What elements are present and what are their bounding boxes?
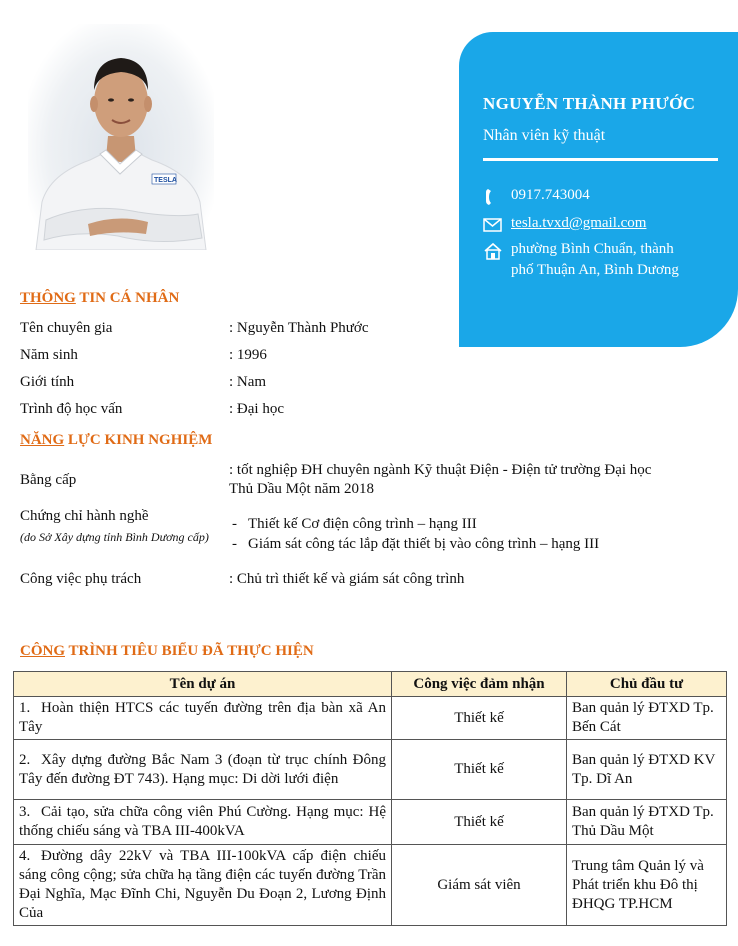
label-expert-name: Tên chuyên gia — [20, 320, 113, 336]
value-degree-line-1: : tốt nghiệp ĐH chuyên ngành Kỹ thuật Điện - Điện tử trường Đại học — [229, 462, 652, 478]
table-header-row — [14, 672, 727, 697]
address-line-1: phường Bình Chuẩn, thành — [511, 241, 674, 257]
project-name-cell: 2. Xây dựng đường Bắc Nam 3 (đoạn từ trục chính Đông Tây đến đường ĐT 743). Hạng mục: Di dời lưới điện — [14, 740, 392, 800]
shirt-logo-text: TESLA — [154, 177, 177, 184]
label-birth-year: Năm sinh — [20, 347, 78, 363]
phone-icon — [483, 188, 503, 206]
projects-heading: CÔNG TRÌNH TIÊU BIỂU ĐÃ THỰC HIỆN — [20, 643, 314, 659]
header-job: Công việc đảm nhận — [392, 672, 567, 697]
project-job-cell: Thiết kế — [392, 740, 567, 800]
address-line-2: phố Thuận An, Bình Dương — [511, 262, 679, 278]
label-degree: Bằng cấp — [20, 472, 77, 488]
profile-photo — [28, 24, 214, 250]
table-row — [14, 800, 727, 845]
email-link[interactable]: tesla.tvxd@gmail.com — [511, 215, 647, 231]
value-gender: : Nam — [229, 374, 267, 390]
table-row — [14, 845, 727, 926]
project-owner-cell: Ban quản lý ĐTXD Tp. Thủ Dầu Một — [567, 800, 727, 845]
phone-number: 0917.743004 — [511, 187, 590, 203]
envelope-icon — [483, 216, 503, 234]
header-owner: Chủ đầu tư — [567, 672, 727, 697]
project-owner-cell: Ban quản lý ĐTXD Tp. Bến Cát — [567, 697, 727, 740]
label-gender: Giới tính — [20, 374, 75, 390]
bullet-dash: - — [232, 516, 237, 532]
profile-name: NGUYỄN THÀNH PHƯỚC — [483, 94, 696, 113]
project-owner-cell: Trung tâm Quản lý và Phát triển khu Đô thị ĐHQG TP.HCM — [567, 845, 727, 926]
table-row — [14, 740, 727, 800]
projects-table — [13, 671, 727, 926]
value-education: : Đại học — [229, 401, 284, 417]
bullet-dash: - — [232, 536, 237, 552]
profile-title: Nhân viên kỹ thuật — [483, 127, 606, 144]
certificate-note: (do Sở Xây dựng tỉnh Bình Dương cấp) — [20, 530, 209, 544]
project-owner-cell: Ban quản lý ĐTXD KV Tp. Dĩ An — [567, 740, 727, 800]
header-project-name: Tên dự án — [14, 672, 392, 697]
project-job-cell: Giám sát viên — [392, 845, 567, 926]
personal-info-heading: THÔNG TIN CÁ NHÂN — [20, 290, 180, 306]
card-divider — [483, 158, 718, 161]
value-degree-line-2: Thủ Dầu Một năm 2018 — [229, 481, 374, 497]
project-job-cell: Thiết kế — [392, 697, 567, 740]
certificate-item-2: - Giám sát công tác lắp đặt thiết bị vào công trình – hạng III — [232, 536, 600, 552]
project-job-cell: Thiết kế — [392, 800, 567, 845]
project-name-cell: 1. Hoàn thiện HTCS các tuyến đường trên địa bàn xã An Tây — [14, 697, 392, 740]
experience-heading: NĂNG LỰC KINH NGHIỆM — [20, 432, 213, 448]
label-duty: Công việc phụ trách — [20, 571, 142, 587]
certificate-item-1: - Thiết kế Cơ điện công trình – hạng III — [232, 516, 477, 532]
person-silhouette — [28, 24, 214, 250]
contact-card — [459, 32, 738, 347]
value-expert-name: : Nguyễn Thành Phước — [229, 320, 369, 336]
value-birth-year: : 1996 — [229, 347, 267, 363]
project-name-cell: 4. Đường dây 22kV và TBA III-100kVA cấp điện chiếu sáng công cộng; sửa chữa hạ tầng điện các tuyến đường Trần Đại Nghĩa, Mạc Đĩnh Chi, Nguyễn Du Đoạn 2, Lương Định Của — [14, 845, 392, 926]
label-education: Trình độ học vấn — [20, 401, 123, 417]
project-name-cell: 3. Cải tạo, sửa chữa công viên Phú Cường. Hạng mục: Hệ thống chiếu sáng và TBA III-400kVA — [14, 800, 392, 845]
value-duty: : Chủ trì thiết kế và giám sát công trình — [229, 571, 465, 587]
house-icon — [483, 242, 503, 260]
label-certificate: Chứng chỉ hành nghề — [20, 508, 149, 524]
table-row — [14, 697, 727, 740]
